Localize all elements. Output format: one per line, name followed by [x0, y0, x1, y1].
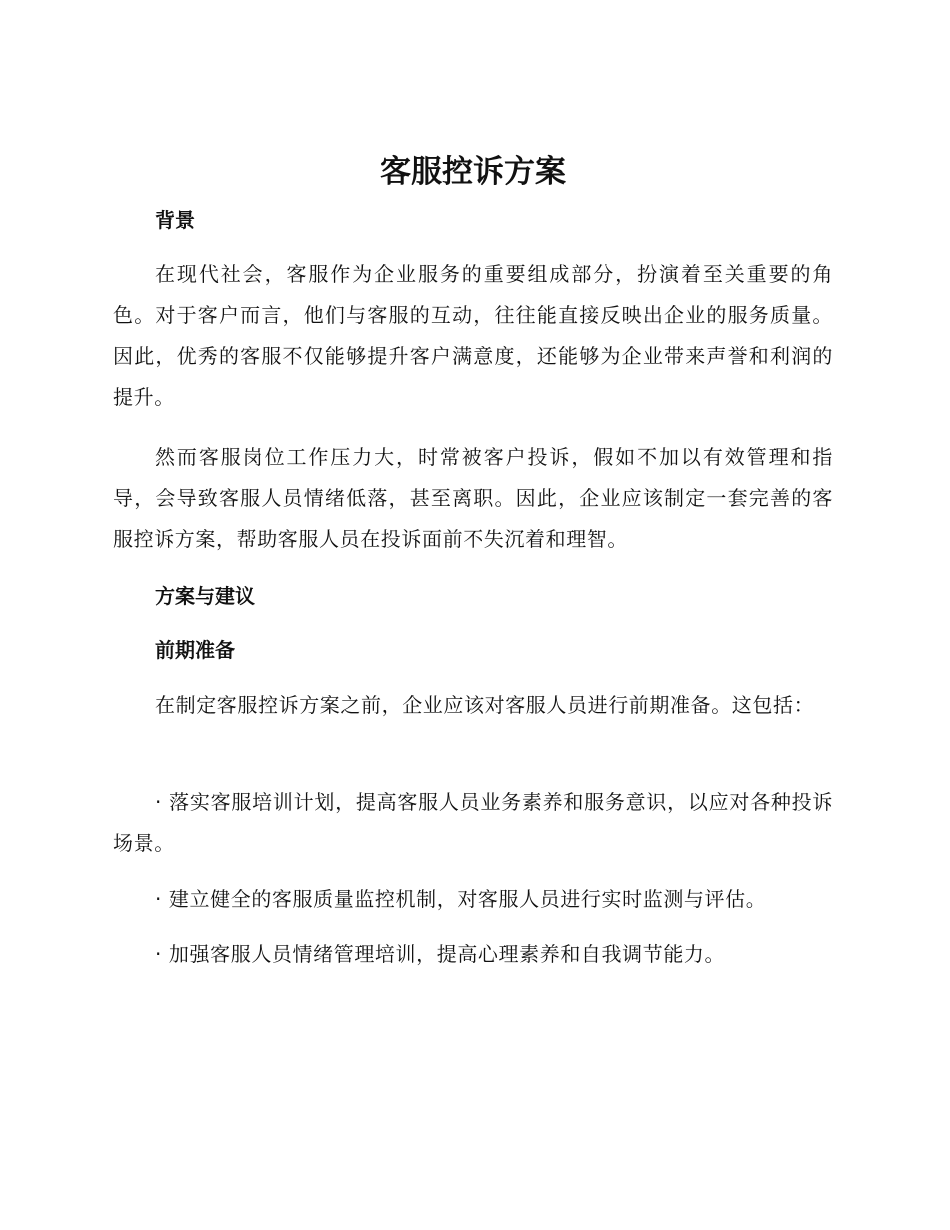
preparation-intro-paragraph: 在制定客服控诉方案之前，企业应该对客服人员进行前期准备。这包括：: [155, 693, 815, 717]
section-heading-background: 背景: [155, 208, 195, 232]
background-paragraph-1: 在现代社会，客服作为企业服务的重要组成部分，扮演着至关重要的角色。对于客户而言，他们与客服的互动，往往能直接反映出企业的服务质量。因此，优秀的客服不仅能够提升客户满意度，还能够为企业带来声誉和利润的提升。: [113, 262, 833, 409]
document-title: 客服控诉方案: [380, 154, 566, 190]
bullet-item-emotion-management: · 加强客服人员情绪管理培训，提高心理素养和自我调节能力。: [155, 942, 726, 966]
bullet-item-training: · 落实客服培训计划，提高客服人员业务素养和服务意识，以应对各种投诉场景。: [113, 790, 833, 855]
section-heading-plan: 方案与建议: [155, 584, 255, 608]
background-paragraph-2: 然而客服岗位工作压力大，时常被客户投诉，假如不加以有效管理和指导，会导致客服人员情绪低落，甚至离职。因此，企业应该制定一套完善的客服控诉方案，帮助客服人员在投诉面前不失沉着和理智。: [113, 445, 833, 551]
section-heading-preparation: 前期准备: [155, 638, 235, 662]
bullet-item-monitoring: · 建立健全的客服质量监控机制，对客服人员进行实时监测与评估。: [155, 887, 767, 911]
